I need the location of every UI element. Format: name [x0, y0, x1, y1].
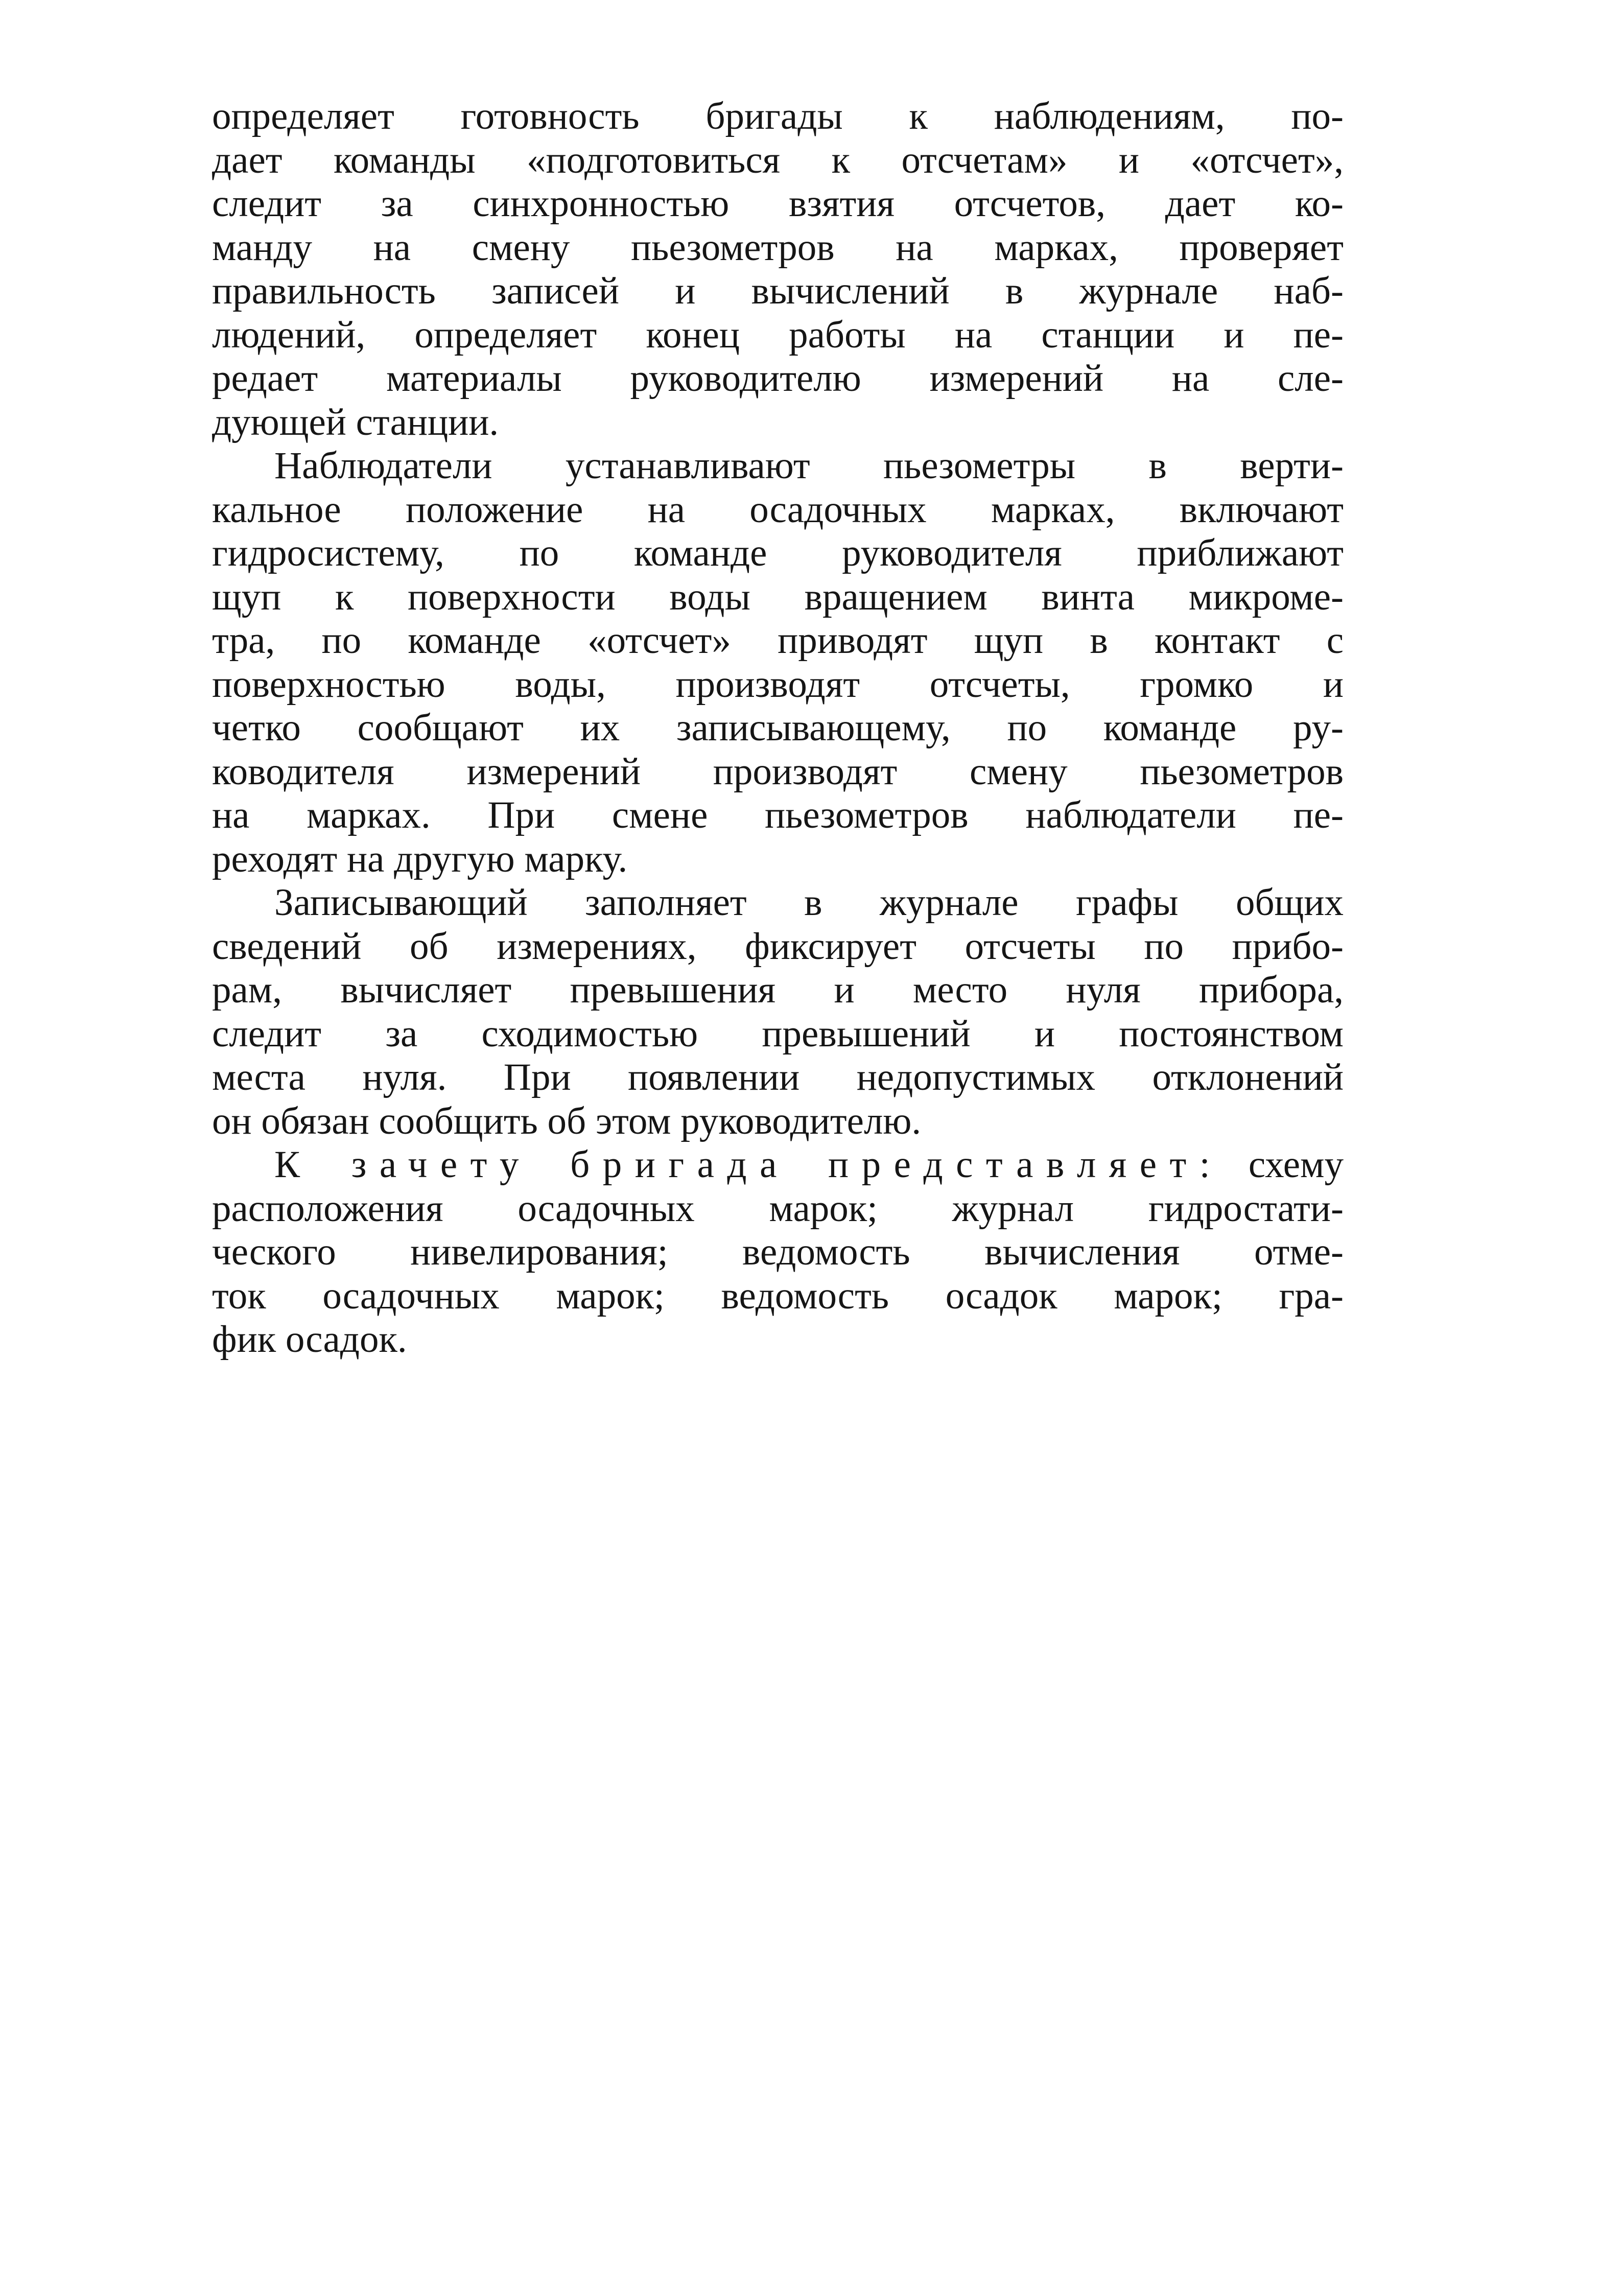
text-line: расположения осадочных марок; журнал гидростати-: [212, 1187, 1344, 1230]
text-line: редает материалы руководителю измерений на сле-: [212, 357, 1344, 400]
paragraph-recorder-duties: [212, 881, 1344, 1143]
text-line: следит за сходимостью превышений и постоянством: [212, 1012, 1344, 1055]
text-line: следит за синхронностью взятия отсчетов, дает ко-: [212, 182, 1344, 225]
text-line: ководителя измерений производят смену пьезометров: [212, 750, 1344, 793]
text-line: ческого нивелирования; ведомость вычисления отме-: [212, 1231, 1344, 1273]
text-line: поверхностью воды, производят отсчеты, громко и: [212, 663, 1344, 706]
paragraph-observers-duties: [212, 444, 1344, 881]
text-line: [212, 1143, 1344, 1187]
paragraph-brigade-leader-duties: [212, 95, 1344, 444]
text-line: определяет готовность бригады к наблюдениям, по-: [212, 95, 1344, 137]
text-line: рам, вычисляет превышения и место нуля прибора,: [212, 969, 1344, 1011]
text-line: места нуля. При появлении недопустимых отклонений: [212, 1056, 1344, 1098]
text-line: Записывающий заполняет в журнале графы общих: [274, 881, 1344, 924]
text-line: дующей станции.: [212, 401, 499, 443]
text-line: ток осадочных марок; ведомость осадок марок; гра-: [212, 1274, 1344, 1317]
body-text: [212, 95, 1344, 1362]
paragraph-credit-requirements: [212, 1143, 1344, 1362]
text-line: людений, определяет конец работы на станции и пе-: [212, 313, 1344, 356]
text-line: сведений об измерениях, фиксирует отсчеты по прибо-: [212, 925, 1344, 968]
text-line: тра, по команде «отсчет» приводят щуп в контакт с: [212, 619, 1344, 662]
text-line: кальное положение на осадочных марках, включают: [212, 488, 1344, 531]
text-line: манду на смену пьезометров на марках, проверяет: [212, 226, 1344, 269]
text-line: правильность записей и вычислений в журнале наб-: [212, 270, 1344, 312]
text-line: реходят на другую марку.: [212, 837, 628, 880]
text-line: он обязан сообщить об этом руководителю.: [212, 1099, 922, 1142]
text-line: на марках. При смене пьезометров наблюдатели пе-: [212, 794, 1344, 836]
text-line: Наблюдатели устанавливают пьезометры в верти-: [274, 444, 1344, 487]
text-line: дает команды «подготовиться к отсчетам» и «отсчет»,: [212, 138, 1344, 181]
text-line: щуп к поверхности воды вращением винта микроме-: [212, 575, 1344, 618]
text-line: гидросистему, по команде руководителя приближают: [212, 532, 1344, 574]
text-line: четко сообщают их записывающему, по команде ру-: [212, 707, 1344, 749]
spaced-lead-phrase: К зачету бригада представляет:: [274, 1143, 1224, 1186]
text-line: фик осадок.: [212, 1318, 407, 1361]
lead-line-tail: схему: [1223, 1143, 1344, 1186]
